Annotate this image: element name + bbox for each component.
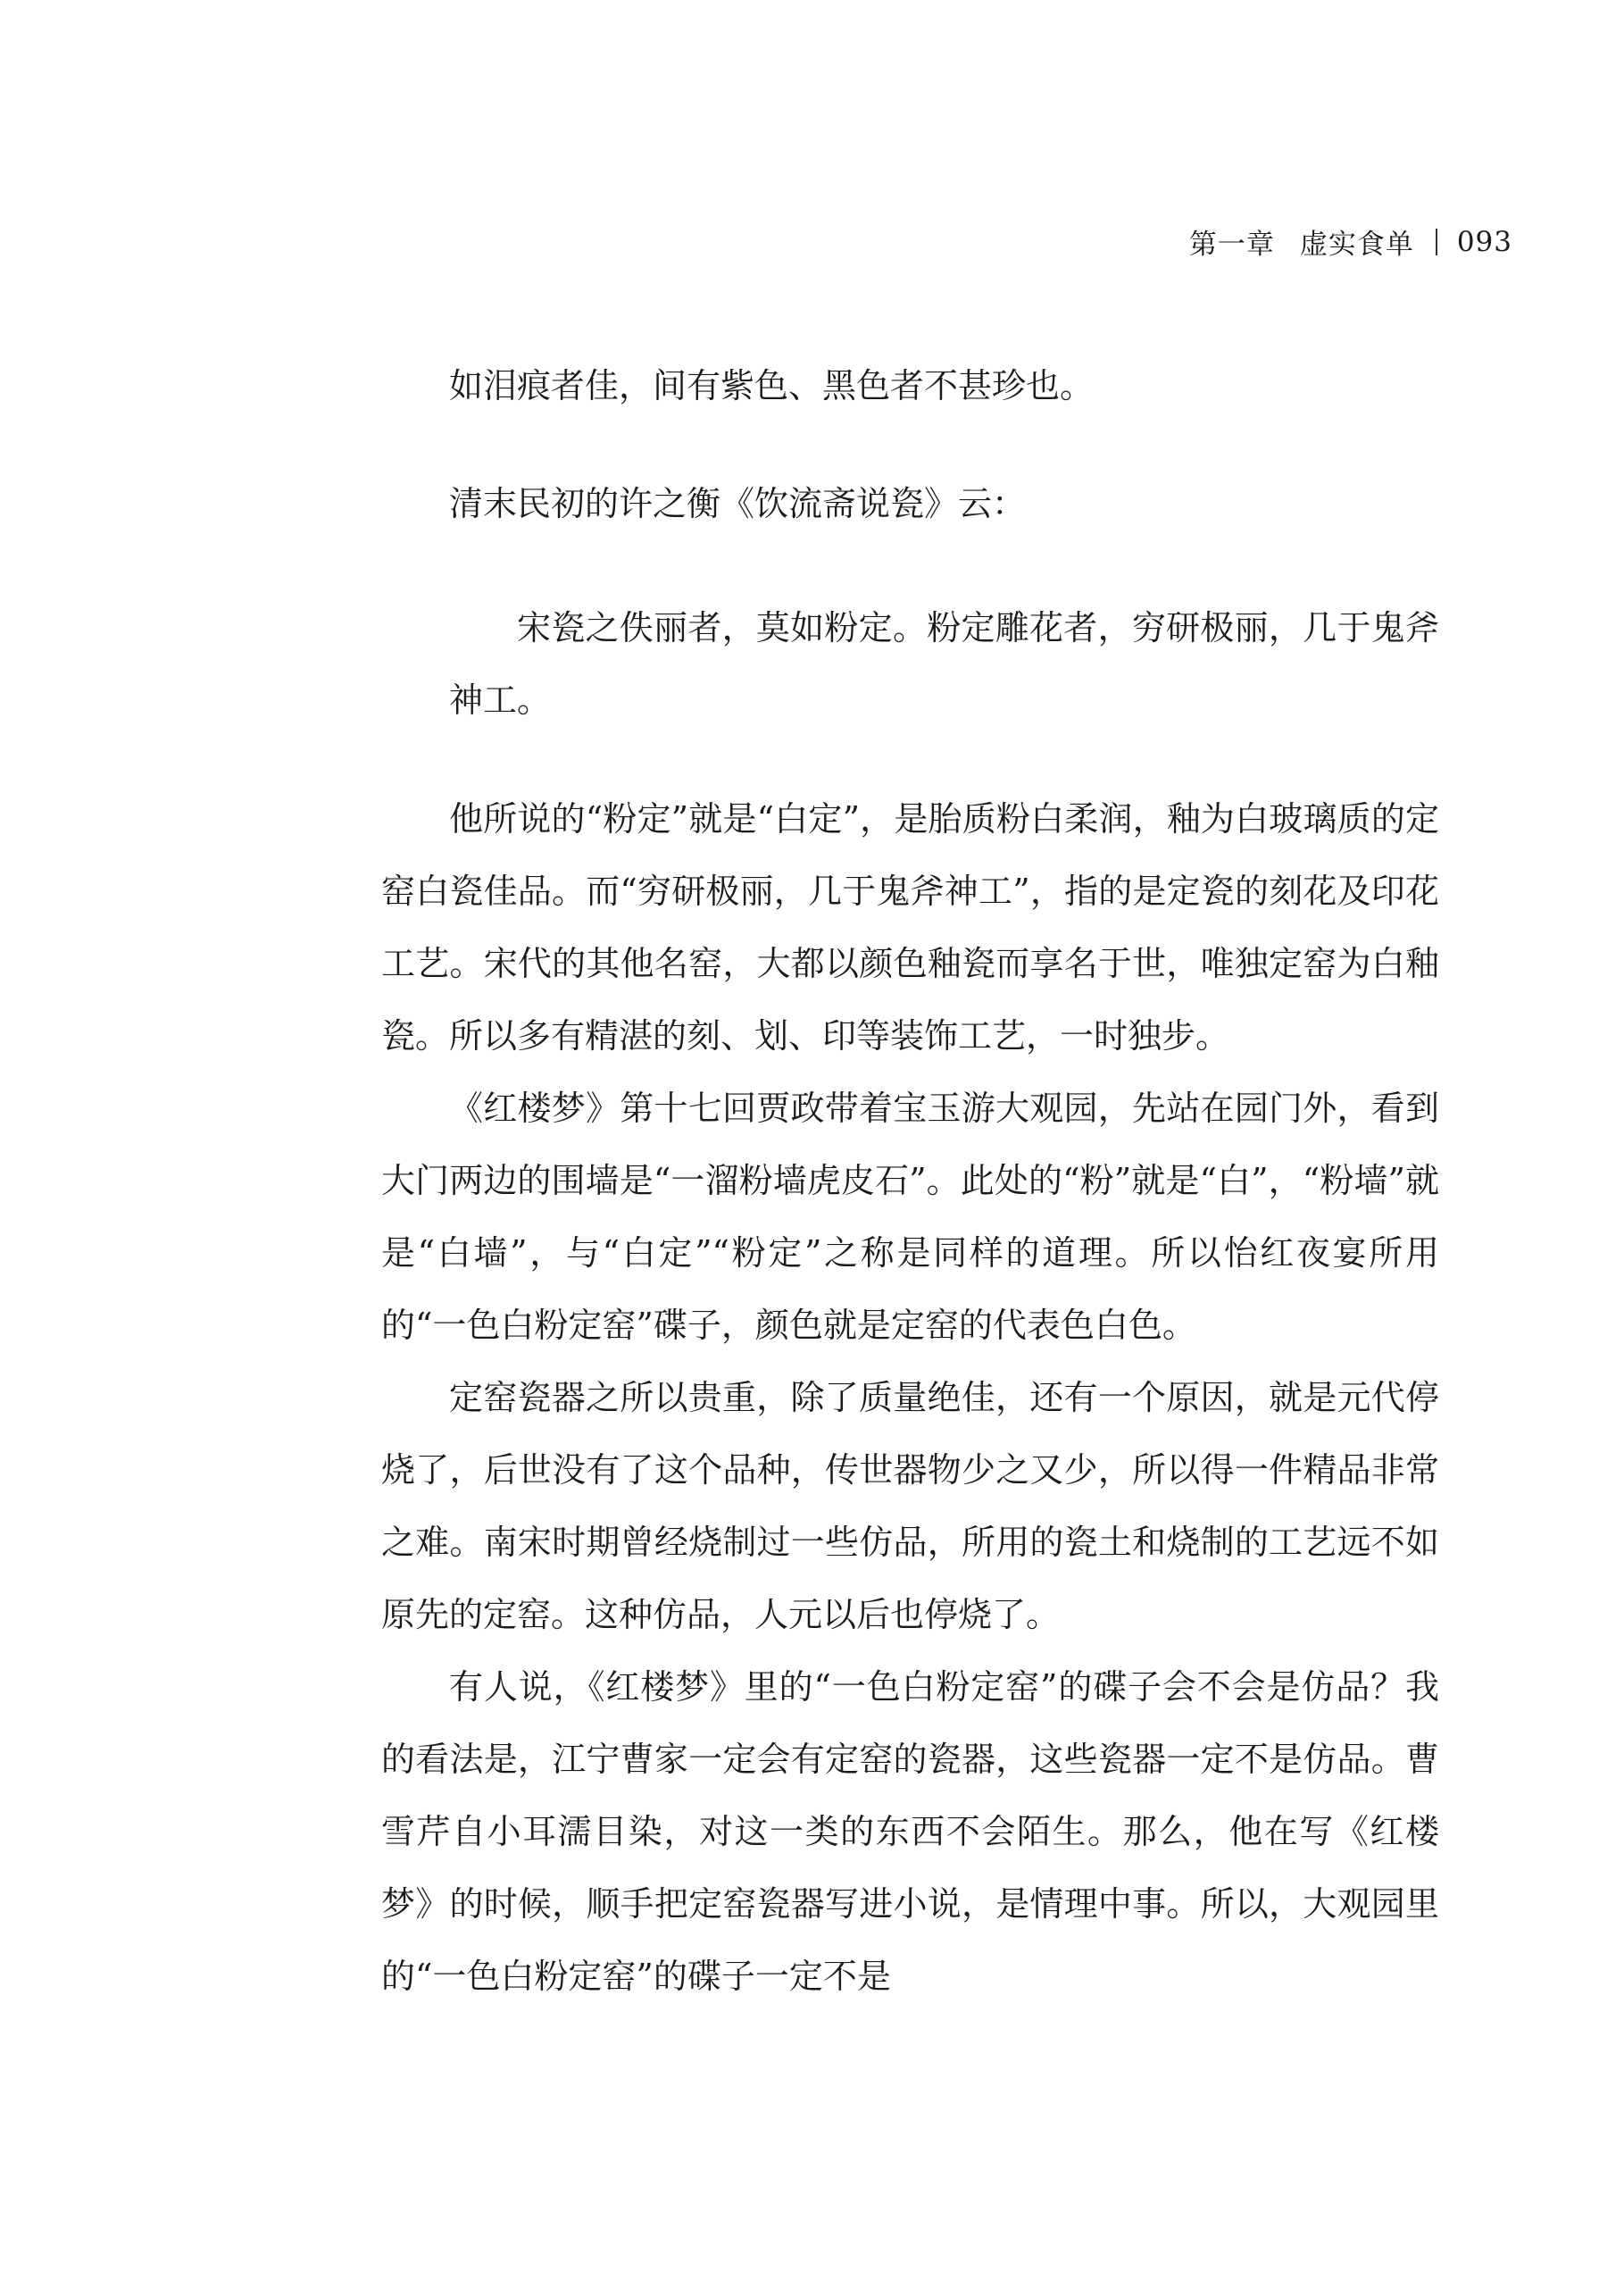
block-quote: 宋瓷之佚丽者，莫如粉定。粉定雕花者，穷研极丽，几于鬼斧神工。 (449, 608, 1439, 720)
header-separator (1436, 229, 1437, 255)
page-number: 093 (1456, 225, 1512, 258)
chapter-label: 第一章 (1188, 229, 1275, 261)
paragraph-continuation: 如泪痕者佳，间有紫色、黑色者不甚珍也。 (449, 366, 1095, 405)
paragraph-3: 定窑瓷器之所以贵重，除了质量绝佳，还有一个原因，就是元代停烧了，后世没有了这个品种，传世器物少之又少，所以得一件精品非常之难。南宋时期曾经烧制过一些仿品，所用的瓷土和烧制的工艺远不如原先的定窑。这种仿品，人元以后也停烧了。 (381, 1378, 1439, 1634)
page-body (381, 350, 1439, 2013)
paragraph-intro: 清末民初的许之衡《饮流斋说瓷》云： (449, 484, 1027, 523)
chapter-title: 虚实食单 (1299, 229, 1414, 261)
running-header (1189, 221, 1512, 262)
paragraph-1: 他所说的“粉定”就是“白定”，是胎质粉白柔润，釉为白玻璃质的定窑白瓷佳品。而“穷研极丽，几于鬼斧神工”，指的是定瓷的刻花及印花工艺。宋代的其他名窑，大都以颜色釉瓷而享名于世，唯独定窑为白釉瓷。所以多有精湛的刻、划、印等装饰工艺，一时独步。 (381, 799, 1439, 1056)
paragraph-2: 《红楼梦》第十七回贾政带着宝玉游大观园，先站在园门外，看到大门两边的围墙是“一溜粉墙虎皮石”。此处的“粉”就是“白”，“粉墙”就是“白墙”，与“白定”“粉定”之称是同样的道理。所以怡红夜宴所用的“一色白粉定窑”碟子，颜色就是定窑的代表色白色。 (381, 1089, 1439, 1345)
paragraph-4: 有人说，《红楼梦》里的“一色白粉定窑”的碟子会不会是仿品？我的看法是，江宁曹家一定会有定窑的瓷器，这些瓷器一定不是仿品。曹雪芹自小耳濡目染，对这一类的东西不会陌生。那么，他在写《红楼梦》的时候，顺手把定窑瓷器写进小说，是情理中事。所以，大观园里的“一色白粉定窑”的碟子一定不是 (381, 1667, 1439, 1996)
